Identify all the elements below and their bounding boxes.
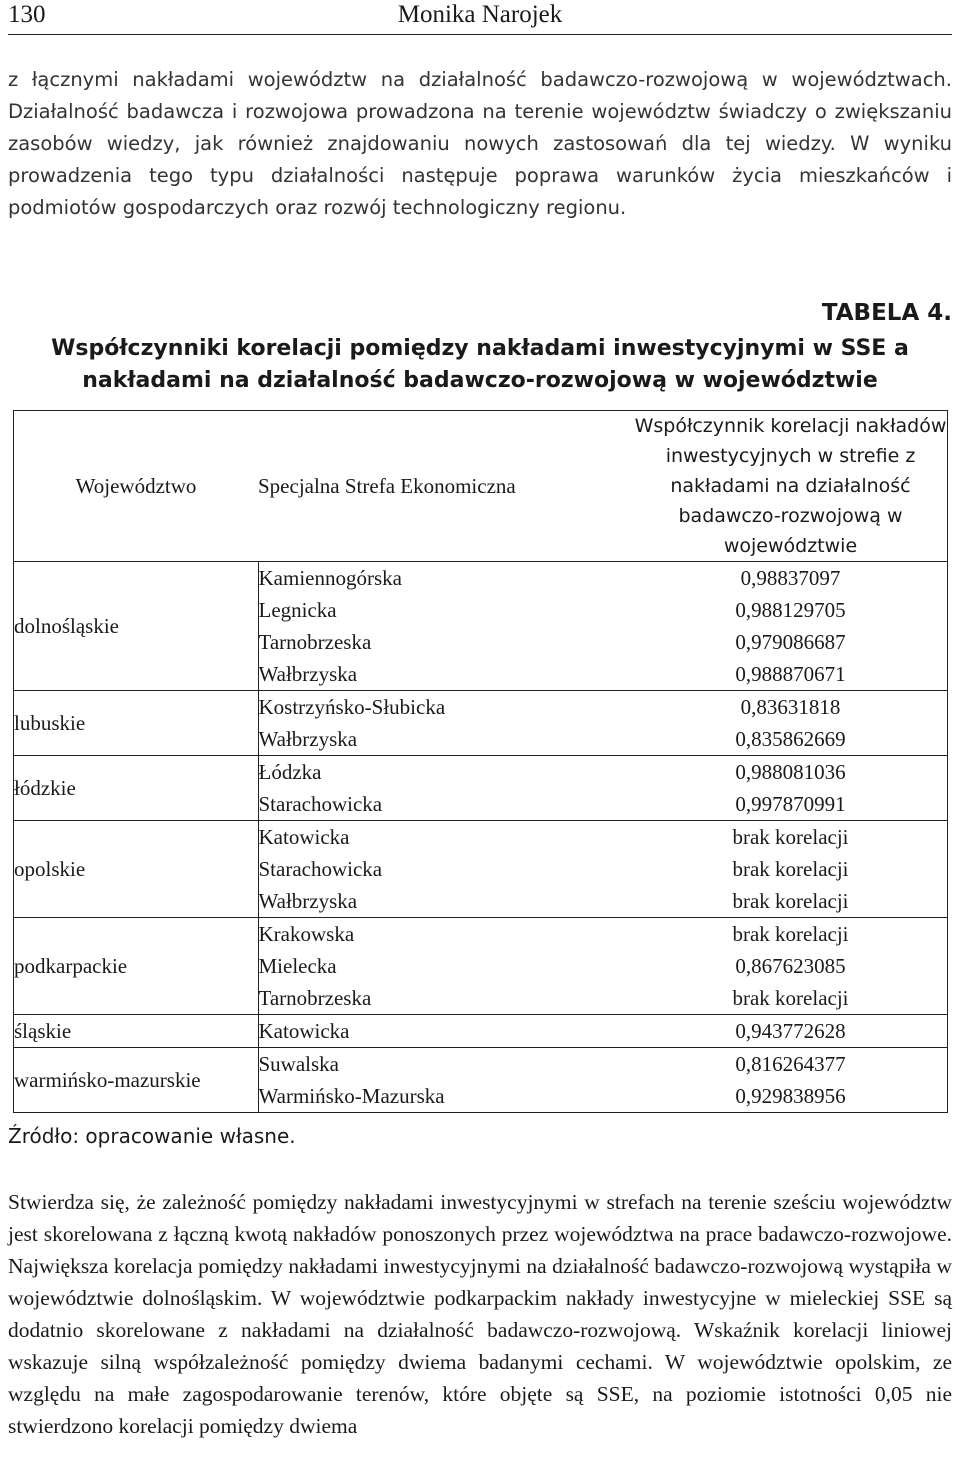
cell-sse: Wałbrzyska bbox=[258, 662, 358, 686]
cell-wojewodztwo: podkarpackie bbox=[14, 918, 259, 1015]
table-row bbox=[14, 1048, 948, 1081]
cell-coefficient: 0,98837097 bbox=[634, 562, 948, 595]
cell-sse: Kostrzyńsko-Słubicka bbox=[258, 691, 634, 724]
table-body bbox=[14, 562, 948, 1113]
table-caption: Współczynniki korelacji pomiędzy nakładami inwestycyjnymi w SSE a nakładami na działalność badawczo-rozwojową w województwie bbox=[51, 336, 909, 393]
cell-sse: Tarnobrzeska bbox=[258, 630, 372, 654]
cell-coefficient: brak korelacji bbox=[732, 857, 849, 881]
table-row bbox=[14, 1015, 948, 1048]
cell-coefficient: 0,867623085 bbox=[735, 954, 846, 978]
cell-sse: Mielecka bbox=[258, 954, 337, 978]
cell-coefficient: 0,988129705 bbox=[735, 598, 846, 622]
cell-wojewodztwo: śląskie bbox=[14, 1015, 259, 1048]
table-header-row bbox=[14, 411, 948, 562]
cell-sse: Starachowicka bbox=[258, 857, 383, 881]
header-coefficient: Współczynnik korelacji nakładów inwestycyjnych w strefie z nakładami na działalność badawczo-rozwojową w województwie bbox=[634, 411, 948, 562]
table-label: TABELA 4. bbox=[821, 300, 952, 326]
cell-sse: Legnicka bbox=[258, 598, 337, 622]
cell-coefficient: 0,997870991 bbox=[735, 792, 846, 816]
cell-wojewodztwo: opolskie bbox=[14, 821, 259, 918]
cell-coefficient: 0,988870671 bbox=[735, 662, 846, 686]
table-row bbox=[14, 918, 948, 951]
cell-coefficient: brak korelacji bbox=[634, 821, 948, 854]
cell-coefficient: brak korelacji bbox=[732, 986, 849, 1010]
running-header bbox=[8, 0, 952, 35]
cell-coefficient: 0,988081036 bbox=[634, 756, 948, 789]
cell-coefficient: brak korelacji bbox=[634, 918, 948, 951]
table-source: Źródło: opracowanie własne. bbox=[8, 1124, 296, 1148]
cell-coefficient: 0,979086687 bbox=[735, 630, 846, 654]
cell-sse: Kamiennogórska bbox=[258, 562, 634, 595]
cell-wojewodztwo: łódzkie bbox=[14, 756, 259, 821]
running-author: Monika Narojek bbox=[397, 1, 563, 28]
header-sse: Specjalna Strefa Ekonomiczna bbox=[258, 411, 634, 562]
cell-sse: Wałbrzyska bbox=[258, 727, 358, 751]
cell-coefficient: 0,83631818 bbox=[634, 691, 948, 724]
closing-paragraph: Stwierdza się, że zależność pomiędzy nakładami inwestycyjnymi w strefach na terenie sześciu województw jest skorelowana z łączną kwotą nakładów ponoszonych przez województwa na prace badawczo-rozwojowe. Największa korelacja pomiędzy nakładami inwestycyjnymi na działalność badawczo-rozwojową wystąpiła w województwie dolnośląskim. W województwie podkarpackim nakłady inwestycyjne w mieleckiej SSE są dodatnio skorelowane z nakładami na działalność badawczo-rozwojową. Wskaźnik korelacji liniowej wskazuje silną współzależność pomiędzy dwiema badanymi cechami. W województwie opolskim, ze względu na małe zagospodarowanie terenów, które objęte są SSE, na poziomie istotności 0,05 nie stwierdzono korelacji pomiędzy dwiema bbox=[8, 1190, 952, 1438]
cell-sse: Katowicka bbox=[258, 821, 634, 854]
cell-sse: Tarnobrzeska bbox=[258, 986, 372, 1010]
cell-sse: Wałbrzyska bbox=[258, 889, 358, 913]
table-row bbox=[14, 756, 948, 789]
cell-sse: Warmińsko-Mazurska bbox=[258, 1084, 445, 1108]
table-row bbox=[14, 562, 948, 595]
cell-coefficient: brak korelacji bbox=[732, 889, 849, 913]
cell-wojewodztwo: warmińsko-mazurskie bbox=[14, 1048, 259, 1113]
intro-paragraph: z łącznymi nakładami województw na działalność badawczo-rozwojową w województwach. Działalność badawcza i rozwojowa prowadzona na terenie województw świadczy o zwiększaniu zasobów wiedzy, jak również znajdowaniu nowych zastosowań dla tej wiedzy. W wyniku prowadzenia tego typu działalności następuje poprawa warunków życia mieszkańców i podmiotów gospodarczych oraz rozwój technologiczny regionu. bbox=[8, 68, 952, 219]
header-wojewodztwo: Województwo bbox=[14, 411, 259, 562]
cell-coefficient: 0,816264377 bbox=[634, 1048, 948, 1081]
cell-coefficient: 0,835862669 bbox=[735, 727, 846, 751]
cell-coefficient: 0,943772628 bbox=[634, 1015, 948, 1048]
cell-sse: Łódzka bbox=[258, 756, 634, 789]
cell-sse: Krakowska bbox=[258, 918, 634, 951]
table-row bbox=[14, 821, 948, 854]
cell-coefficient: 0,929838956 bbox=[735, 1084, 846, 1108]
page-number: 130 bbox=[8, 1, 46, 28]
cell-wojewodztwo: lubuskie bbox=[14, 691, 259, 756]
cell-sse: Starachowicka bbox=[258, 792, 383, 816]
cell-wojewodztwo: dolnośląskie bbox=[14, 562, 259, 691]
correlation-table bbox=[13, 410, 948, 1113]
table-row bbox=[14, 691, 948, 724]
cell-sse: Suwalska bbox=[258, 1048, 634, 1081]
cell-sse: Katowicka bbox=[258, 1015, 634, 1048]
